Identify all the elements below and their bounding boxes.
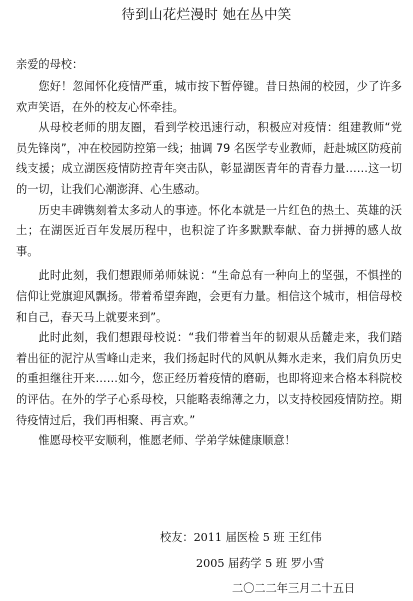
paragraph-to-school: 此时此刻，我们想跟母校说：“我们带着当年的韧艰从岳麓走来，我们踏着出征的泥泞从雪峰山走来，我们扬起时代的风帆从舞水走来，我们肩负历史的重担继往开来……如今，您正经历着疫情的磨砺，也即将迎来合格本科院校的评估。在外的学子心系母校，只能略表绵薄之力，以支持校园疫情防控。期待疫情过后，我们再相聚、再言欢。” xyxy=(16,331,402,427)
paragraph-greeting: 您好！忽闻怀化疫情严重，城市按下暂停键。昔日热闹的校园，少了许多欢声笑语，在外的校友心怀牵挂。 xyxy=(16,80,402,114)
paragraph-school-action: 从母校老师的朋友圈，看到学校迅速行动，积极应对疫情：组建教师“党员先锋岗”，冲在校园防控第一线；抽调 79 名医学专业教师，赶赴城区防疫前线支援；成立湖医疫情防控青年突击队，彰显湖医青年的青春力量……这一切的一切，让我们心潮澎湃、心生感动。 xyxy=(16,121,402,196)
paragraph-wishes: 惟愿母校平安顺利，惟愿老师、学弟学妹健康顺意！ xyxy=(38,434,296,448)
paragraph-to-juniors: 此时此刻，我们想跟师弟师妹说：“生命总有一种向上的坚强，不惧挫的信仰让党旗迎风飘扬。带着希望奔跑，会更有力量。相信这个城市，相信母校和自己，春天马上就要来到”。 xyxy=(16,269,402,324)
paragraph-history: 历史丰碑镌刻着太多动人的事迹。怀化本就是一片红色的热土、英雄的沃土；在湖医近百年发展历程中，也积淀了许多默默奉献、奋力拼搏的感人故事。 xyxy=(16,203,402,258)
letter-salutation: 亲爱的母校： xyxy=(16,58,84,71)
letter-title: 待到山花烂漫时 她在丛中笑 xyxy=(121,7,292,23)
letter-date: 二〇二二年三月二十五日 xyxy=(232,582,356,595)
signature-line-2: 2005 届药学 5 班 罗小雪 xyxy=(196,557,325,570)
signature-line-1: 校友：2011 届医检 5 班 王红伟 xyxy=(160,531,322,544)
